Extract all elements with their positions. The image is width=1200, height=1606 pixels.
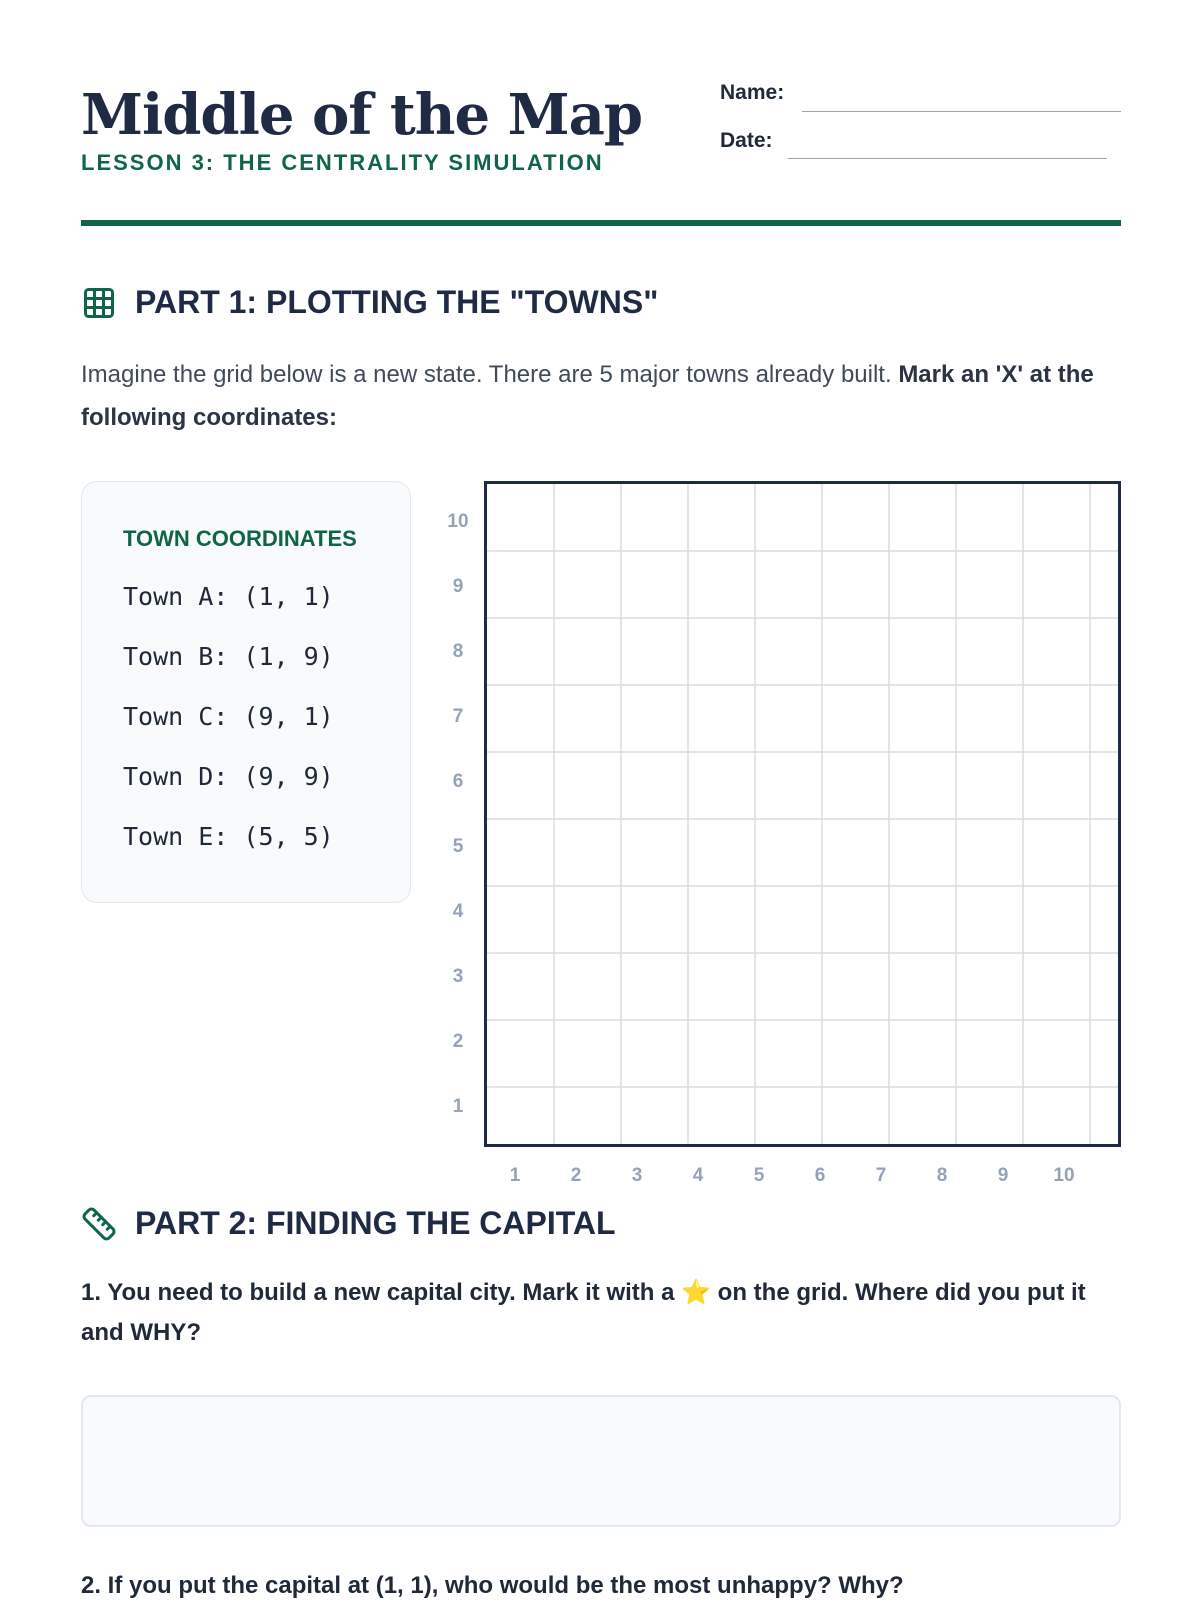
lesson-subtitle: LESSON 3: THE CENTRALITY SIMULATION	[81, 150, 604, 175]
part1-heading	[81, 284, 658, 321]
name-field[interactable]	[720, 81, 1121, 115]
y-axis-label: 2	[452, 1031, 464, 1052]
coordinate-grid	[443, 481, 1121, 1201]
grid-icon	[81, 285, 117, 321]
ruler-icon	[81, 1206, 117, 1242]
instructions-text: Imagine the grid below is a new state. There are 5 major towns already built.	[81, 361, 899, 388]
part2-title: PART 2: FINDING THE CAPITAL	[135, 1205, 616, 1241]
y-axis-label: 7	[452, 706, 464, 727]
x-axis-label: 1	[509, 1165, 521, 1186]
page-title: Middle of the Map	[81, 82, 643, 148]
header-divider	[81, 220, 1121, 226]
y-axis-label: 3	[452, 966, 464, 987]
question-2: 2. If you put the capital at (1, 1), who would be the most unhappy? Why?	[81, 1572, 904, 1599]
part1-instructions	[81, 353, 1121, 439]
question-1-text-end: on the grid. Where did you put it and WHY?	[81, 1279, 1086, 1346]
x-axis-label: 3	[631, 1165, 643, 1186]
date-input-line[interactable]	[788, 158, 1107, 159]
y-axis-label: 10	[447, 511, 469, 532]
x-axis-label: 8	[936, 1165, 948, 1186]
star-icon: ⭐	[681, 1279, 712, 1306]
town-item: Town D: (9, 9)	[123, 762, 334, 791]
y-axis-label: 5	[452, 836, 464, 857]
date-label: Date:	[720, 129, 773, 152]
x-axis-label: 6	[814, 1165, 826, 1186]
x-axis-label: 5	[753, 1165, 765, 1186]
name-input-line[interactable]	[802, 111, 1121, 112]
town-item: Town A: (1, 1)	[123, 582, 334, 611]
name-label: Name:	[720, 81, 785, 104]
y-axis-label: 1	[452, 1096, 464, 1117]
question-1-text: 1. You need to build a new capital city. Mark it with a	[81, 1279, 682, 1306]
x-axis-label: 4	[692, 1165, 704, 1186]
x-axis-label: 9	[997, 1165, 1009, 1186]
town-item: Town B: (1, 9)	[123, 642, 334, 671]
answer-box-1[interactable]	[81, 1395, 1121, 1527]
instructions-bold: Mark an 'X' at the following coordinates:	[81, 361, 1094, 431]
town-item: Town E: (5, 5)	[123, 822, 334, 851]
part2-heading	[81, 1205, 616, 1242]
x-axis-label: 2	[570, 1165, 582, 1186]
question-1	[81, 1273, 1121, 1353]
town-coordinates-card	[81, 481, 411, 903]
x-axis-label: 10	[1053, 1165, 1075, 1186]
town-list	[123, 582, 334, 882]
worksheet-page	[81, 0, 1121, 1600]
grid-lines	[487, 484, 1118, 1144]
plotting-grid[interactable]	[484, 481, 1121, 1147]
coordinates-title: TOWN COORDINATES	[123, 526, 357, 551]
town-item: Town C: (9, 1)	[123, 702, 334, 731]
x-axis-label: 7	[875, 1165, 887, 1186]
y-axis-label: 8	[452, 641, 464, 662]
y-axis-label: 6	[452, 771, 464, 792]
y-axis-label: 9	[452, 576, 464, 597]
y-axis-label: 4	[452, 901, 464, 922]
date-field[interactable]	[720, 129, 1121, 163]
part1-title: PART 1: PLOTTING THE "TOWNS"	[135, 284, 659, 320]
